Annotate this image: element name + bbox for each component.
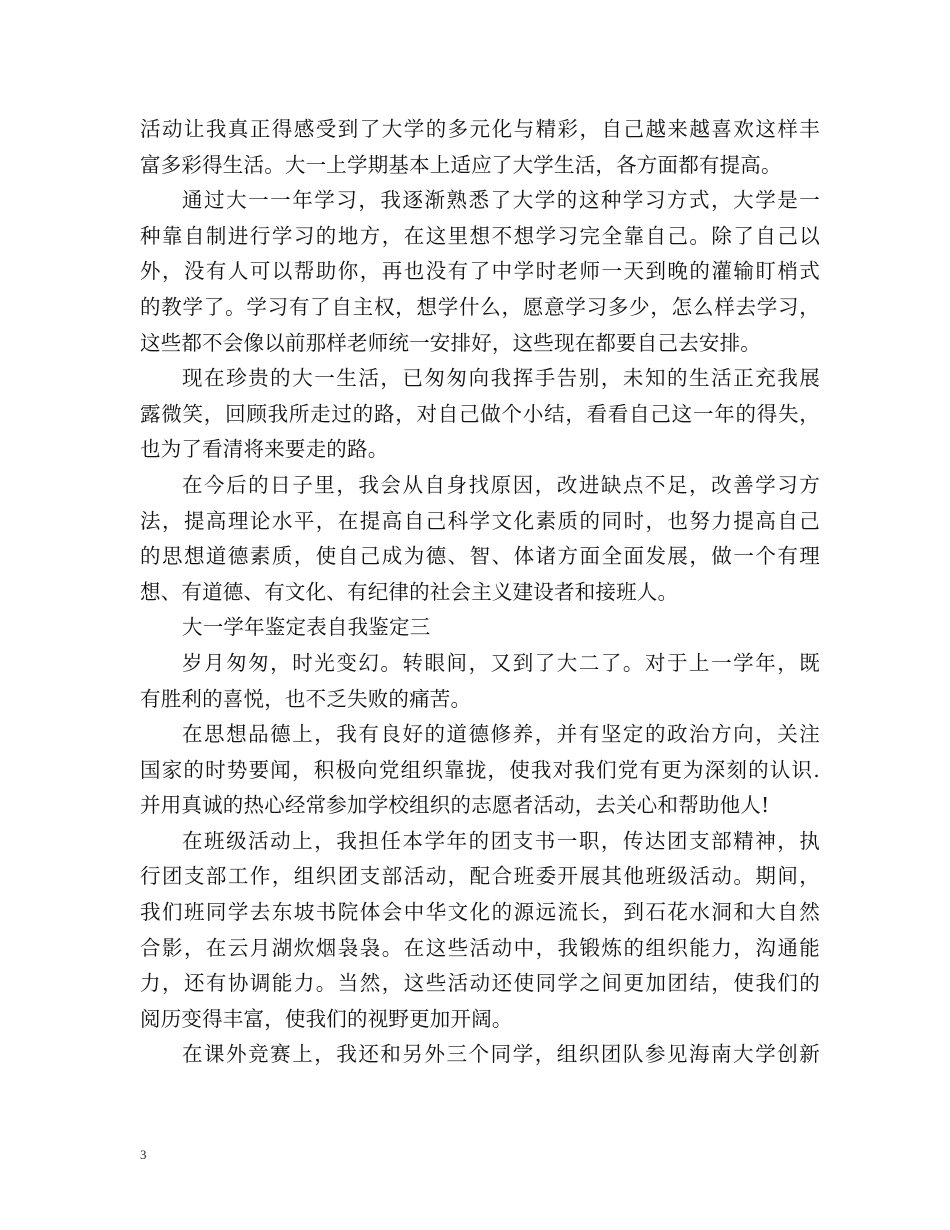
- text-line: 并用真诚的热心经常参加学校组织的志愿者活动，去关心和帮助他人!: [140, 793, 770, 818]
- text-line: 种靠自制进行学习的地方，在这里想不想学习完全靠自己。除了自己以: [140, 223, 820, 248]
- text-line: 国家的时势要闻，积极向党组织靠拢，使我对我们党有更为深刻的认识.: [140, 757, 820, 782]
- text-line: 力，还有协调能力。当然，这些活动还使同学之间更加团结，使我们的: [140, 971, 820, 996]
- body-text: [140, 112, 820, 1073]
- text-line: 露微笑，回顾我所走过的路，对自己做个小结，看看自己这一年的得失，: [140, 401, 820, 426]
- paragraph-start-line: 通过大一一年学习，我逐渐熟悉了大学的这种学习方式，大学是一: [182, 188, 820, 213]
- text-line: 富多彩得生活。大一上学期基本上适应了大学生活，各方面都有提高。: [140, 152, 782, 177]
- paragraph-start-line: 在今后的日子里，我会从自身找原因，改进缺点不足，改善学习方: [182, 472, 820, 497]
- text-line: 也为了看清将来要走的路。: [140, 437, 389, 462]
- text-line: 阅历变得丰富，使我们的视野更加开阔。: [140, 1006, 513, 1031]
- text-line: 的教学了。学习有了自主权，想学什么，愿意学习多少，怎么样去学习，: [140, 294, 820, 319]
- text-line: 活动让我真正得感受到了大学的多元化与精彩，自己越来越喜欢这样丰: [140, 117, 820, 141]
- text-line: 有胜利的喜悦，也不乏失败的痛苦。: [140, 686, 472, 711]
- text-line: 法，提高理论水平，在提高自己科学文化素质的同时，也努力提高自己: [140, 508, 820, 533]
- text-line: 的思想道德素质，使自己成为德、智、体诸方面全面发展，做一个有理: [140, 544, 820, 569]
- text-line: 外，没有人可以帮助你，再也没有了中学时老师一天到晚的灌输盯梢式: [140, 259, 820, 284]
- text-line: 行团支部工作，组织团支部活动，配合班委开展其他班级活动。期间，: [140, 864, 820, 889]
- section-heading: 大一学年鉴定表自我鉴定三: [182, 615, 431, 640]
- text-line: 我们班同学去东坡书院体会中华文化的源远流长，到石花水洞和大自然: [140, 900, 820, 925]
- paragraph-start-line: 岁月匆匆，时光变幻。转眼间，又到了大二了。对于上一学年，既: [182, 650, 820, 675]
- text-line: 这些都不会像以前那样老师统一安排好，这些现在都要自己去安排。: [140, 330, 761, 355]
- paragraph-start-line: 在思想品德上，我有良好的道德修养，并有坚定的政治方向，关注: [182, 722, 820, 747]
- paragraph-start-line: 现在珍贵的大一生活，已匆匆向我挥手告别，未知的生活正充我展: [182, 366, 820, 391]
- text-line: 合影，在云月湖炊烟袅袅。在这些活动中，我锻炼的组织能力，沟通能: [140, 935, 820, 960]
- paragraph-start-line: 在课外竞赛上，我还和另外三个同学，组织团队参见海南大学创新: [182, 1042, 820, 1067]
- page-number: 3: [140, 1147, 147, 1162]
- text-line: 想、有道德、有文化、有纪律的社会主义建设者和接班人。: [140, 579, 679, 604]
- paragraph-start-line: 在班级活动上，我担任本学年的团支书一职，传达团支部精神，执: [182, 828, 820, 853]
